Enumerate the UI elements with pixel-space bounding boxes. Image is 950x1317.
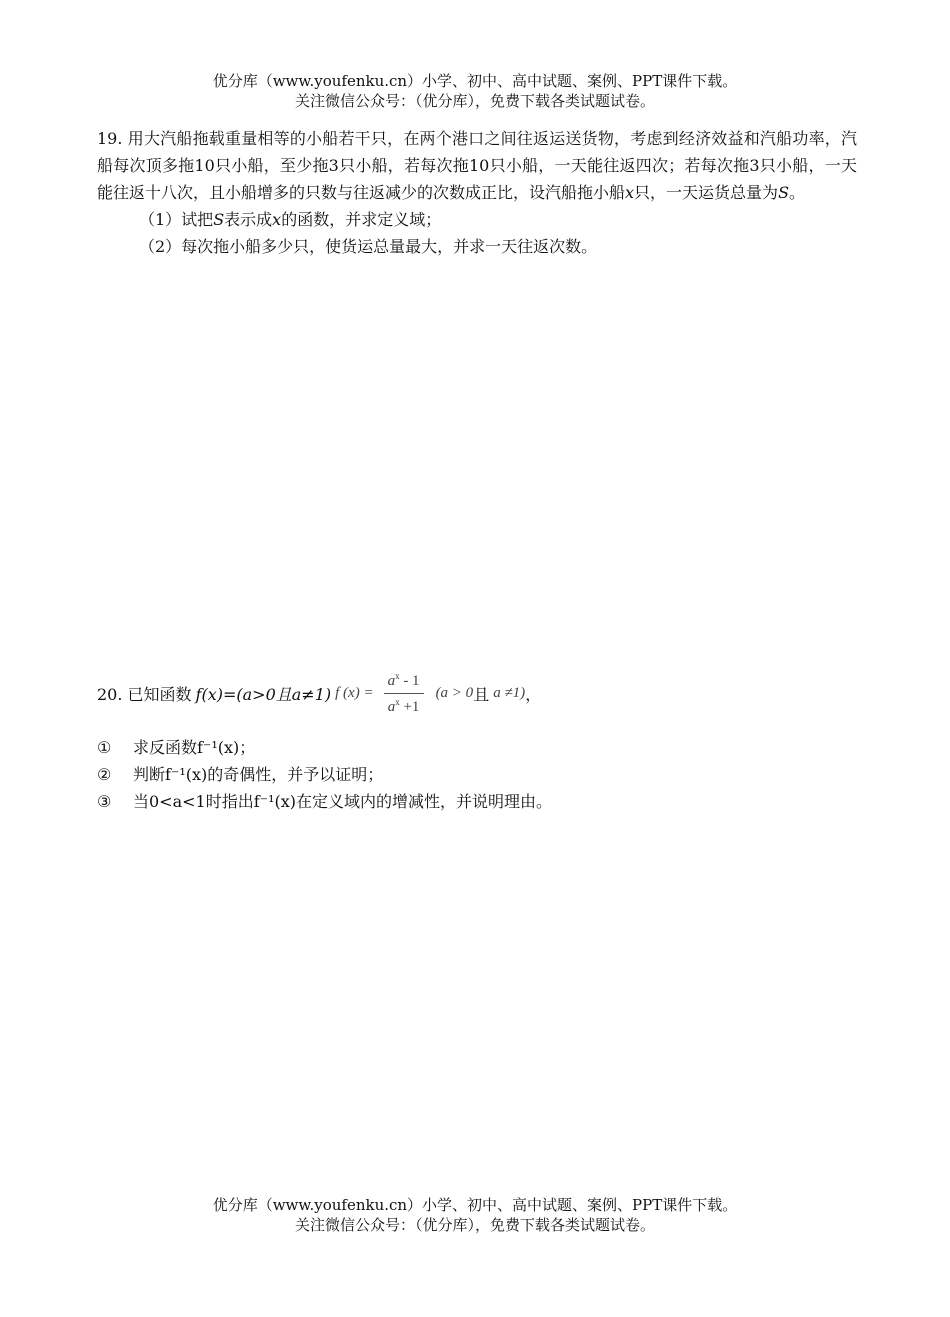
question-20-item-2 [97, 761, 857, 788]
denominator-exponent: x [395, 696, 400, 707]
q19-part1-var-s: S [213, 210, 225, 229]
footer-line-1: 优分库（www.youfenku.cn）小学、初中、高中试题、案例、PPT课件下载。 [212, 1196, 738, 1214]
item-2-mark: ② [97, 765, 112, 784]
question-19-stem [97, 125, 857, 206]
q19-part1-text-a: （1）试把 [139, 210, 214, 229]
footer-line-2: 关注微信公众号：（优分库），免费下载各类试题试卷。 [294, 1216, 655, 1234]
formula-condition-and: 且 [473, 684, 490, 704]
numerator-base: a [387, 672, 396, 689]
denominator-rest: +1 [399, 698, 420, 715]
formula-numerator [384, 671, 424, 694]
q20-inline-function: f(x)=(a>0且a≠1) [195, 684, 332, 704]
question-19-part-2: （2）每次拖小船多少只，使货运总量最大，并求一天往返次数。 [139, 237, 598, 256]
numerator-exponent: x [395, 670, 400, 681]
q19-var-x: x [625, 183, 635, 202]
formula-lhs: f (x) = [335, 684, 374, 701]
question-20-item-1 [97, 734, 857, 761]
question-19 [97, 125, 857, 260]
formula-tail: ， [525, 684, 542, 704]
q19-part1-text-b: 表示成 [224, 210, 273, 229]
q19-stem-text-a: 19. 用大汽船拖载重量相等的小船若干只，在两个港口之间往返运送货物，考虑到经济效益和汽船功率，汽船每次顶多拖10只小船，至少拖3只小船，若每次拖10只小船，一天能往返四次；若每次拖3只小船，一天能往返十八次，且小船增多的只数与往返减少的次数成正比，设汽船拖小船 [97, 129, 857, 202]
numerator-rest: - 1 [399, 672, 420, 689]
item-1-mark: ① [97, 738, 112, 757]
page-footer [0, 1195, 950, 1235]
item-2-text: 判断f⁻¹(x)的奇偶性，并予以证明； [133, 765, 384, 784]
item-1-text: 求反函数f⁻¹(x)； [133, 738, 256, 757]
denominator-base: a [387, 698, 396, 715]
question-20-items [97, 734, 857, 815]
header-line-2: 关注微信公众号：（优分库），免费下载各类试题试卷。 [294, 92, 655, 110]
q19-stem-text-c: 。 [789, 183, 806, 202]
q19-stem-text-b: 只，一天运货总量为 [634, 183, 779, 202]
page-header [0, 71, 950, 111]
question-19-part-1 [97, 206, 857, 233]
formula-denominator [384, 694, 424, 716]
q20-formula [335, 671, 541, 716]
question-20 [97, 666, 857, 815]
question-20-stem [97, 666, 857, 720]
item-3-text: 当0<a<1时指出f⁻¹(x)在定义域内的增减性，并说明理由。 [133, 792, 553, 811]
q19-var-s: S [778, 183, 790, 202]
q19-part1-var-x: x [272, 210, 282, 229]
item-3-mark: ③ [97, 792, 112, 811]
question-20-item-3 [97, 788, 857, 815]
q19-part1-text-c: 的函数，并求定义域； [281, 210, 442, 229]
q20-lead: 20. 已知函数 [97, 684, 192, 704]
header-line-1: 优分库（www.youfenku.cn）小学、初中、高中试题、案例、PPT课件下载。 [212, 72, 738, 90]
formula-condition-b: a ≠1) [493, 684, 526, 701]
formula-condition-a: (a > 0 [435, 684, 474, 701]
formula-fraction [384, 671, 424, 716]
